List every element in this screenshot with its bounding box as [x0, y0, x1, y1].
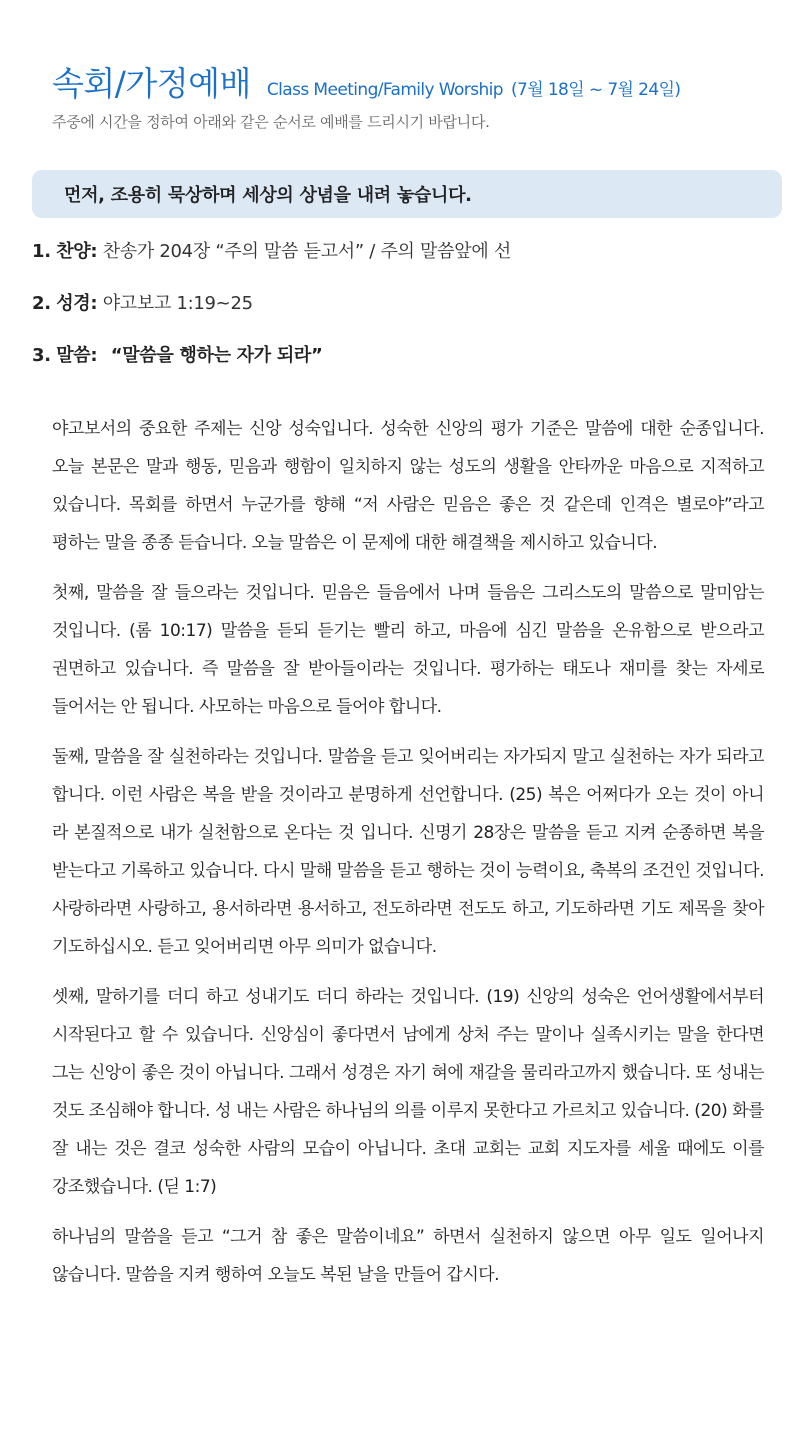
order-number: 2. [32, 293, 51, 314]
instruction-text: 주중에 시간을 정하여 아래와 같은 순서로 예배를 드리시기 바랍니다. [52, 113, 490, 131]
worship-order [32, 238, 772, 394]
order-text: 야고보고 1:19~25 [102, 293, 253, 314]
order-item-hymn [32, 238, 772, 266]
sermon-body [52, 410, 764, 1306]
page-subtitle: Class Meeting/Family Worship [266, 80, 503, 100]
order-item-scripture [32, 290, 772, 318]
paragraph: 하나님의 말씀을 듣고 “그거 참 좋은 말씀이네요” 하면서 실천하지 않으면 아무 일도 일어나지 않습니다. 말씀을 지켜 행하여 오늘도 복된 날을 만들어 갑시다. [52, 1227, 764, 1285]
order-number: 1. [32, 241, 51, 262]
sermon-title: “말씀을 행하는 자가 되라” [110, 345, 323, 366]
paragraph: 야고보서의 중요한 주제는 신앙 성숙입니다. 성숙한 신앙의 평가 기준은 말씀에 대한 순종입니다. 오늘 본문은 말과 행동, 믿음과 행함이 일치하지 않는 성도의 생활을 안타까운 마음으로 지적하고 있습니다. 목회를 하면서 누군가를 향해 “저 사람은 믿음은 좋은 것 같은데 인격은 별로야”라고 평하는 말을 종종 듣습니다. 오늘 말씀은 이 문제에 대한 해결책을 제시하고 있습니다. [52, 419, 764, 553]
paragraph: 셋째, 말하기를 더디 하고 성내기도 더디 하라는 것입니다. (19) 신앙의 성숙은 언어생활에서부터 시작된다고 할 수 있습니다. 신앙심이 좋다면서 남에게 상처 주는 말이나 실족시키는 말을 한다면 그는 신앙이 좋은 것이 아닙니다. 그래서 성경은 자기 혀에 재갈을 물리라고까지 했습니다. 또 성내는 것도 조심해야 합니다. 성 내는 사람은 하나님의 의를 이루지 못한다고 가르치고 있습니다. (20) 화를 잘 내는 것은 결코 성숙한 사람의 모습이 아닙니다. 초대 교회는 교회 지도자를 세울 때에도 이를 강조했습니다. (딛 1:7) [52, 987, 764, 1197]
order-label: 성경: [56, 293, 98, 314]
meditation-banner-text: 먼저, 조용히 묵상하며 세상의 상념을 내려 놓습니다. [64, 185, 472, 206]
paragraph: 첫째, 말씀을 잘 들으라는 것입니다. 믿음은 들음에서 나며 들음은 그리스도의 말씀으로 말미암는 것입니다. (롬 10:17) 말씀을 듣되 듣기는 빨리 하고, 마음에 심긴 말씀을 온유함으로 받으라고 권면하고 있습니다. 즉 말씀을 잘 받아들이라는 것입니다. 평가하는 태도나 재미를 찾는 자세로 들어서는 안 됩니다. 사모하는 마음으로 들어야 합니다. [52, 583, 764, 717]
order-label: 찬양: [56, 241, 98, 262]
title-row [52, 58, 780, 105]
order-label: 말씀: [56, 345, 98, 366]
page-header [52, 58, 780, 132]
order-number: 3. [32, 345, 51, 366]
paragraph: 둘째, 말씀을 잘 실천하라는 것입니다. 말씀을 듣고 잊어버리는 자가되지 말고 실천하는 자가 되라고 합니다. 이런 사람은 복을 받을 것이라고 분명하게 선언합니다. (25) 복은 어쩌다가 오는 것이 아니 라 본질적으로 내가 실천함으로 온다는 것 입니다. 신명기 28장은 말씀을 듣고 지켜 순종하면 복을 받는다고 기록하고 있습니다. 다시 말해 말씀을 듣고 행하는 것이 능력이요, 축복의 조건인 것입니다. 사랑하라면 사랑하고, 용서하라면 용서하고, 전도하라면 전도도 하고, 기도하라면 기도 제목을 찾아 기도하십시오. 듣고 잊어버리면 아무 의미가 없습니다. [52, 747, 764, 957]
order-text: 찬송가 204장 “주의 말씀 듣고서” / 주의 말씀앞에 선 [102, 241, 511, 262]
date-range: (7월 18일 ~ 7월 24일) [510, 80, 681, 100]
meditation-banner [32, 170, 782, 218]
order-item-sermon [32, 342, 772, 370]
page-title: 속회/가정예배 [52, 64, 251, 103]
